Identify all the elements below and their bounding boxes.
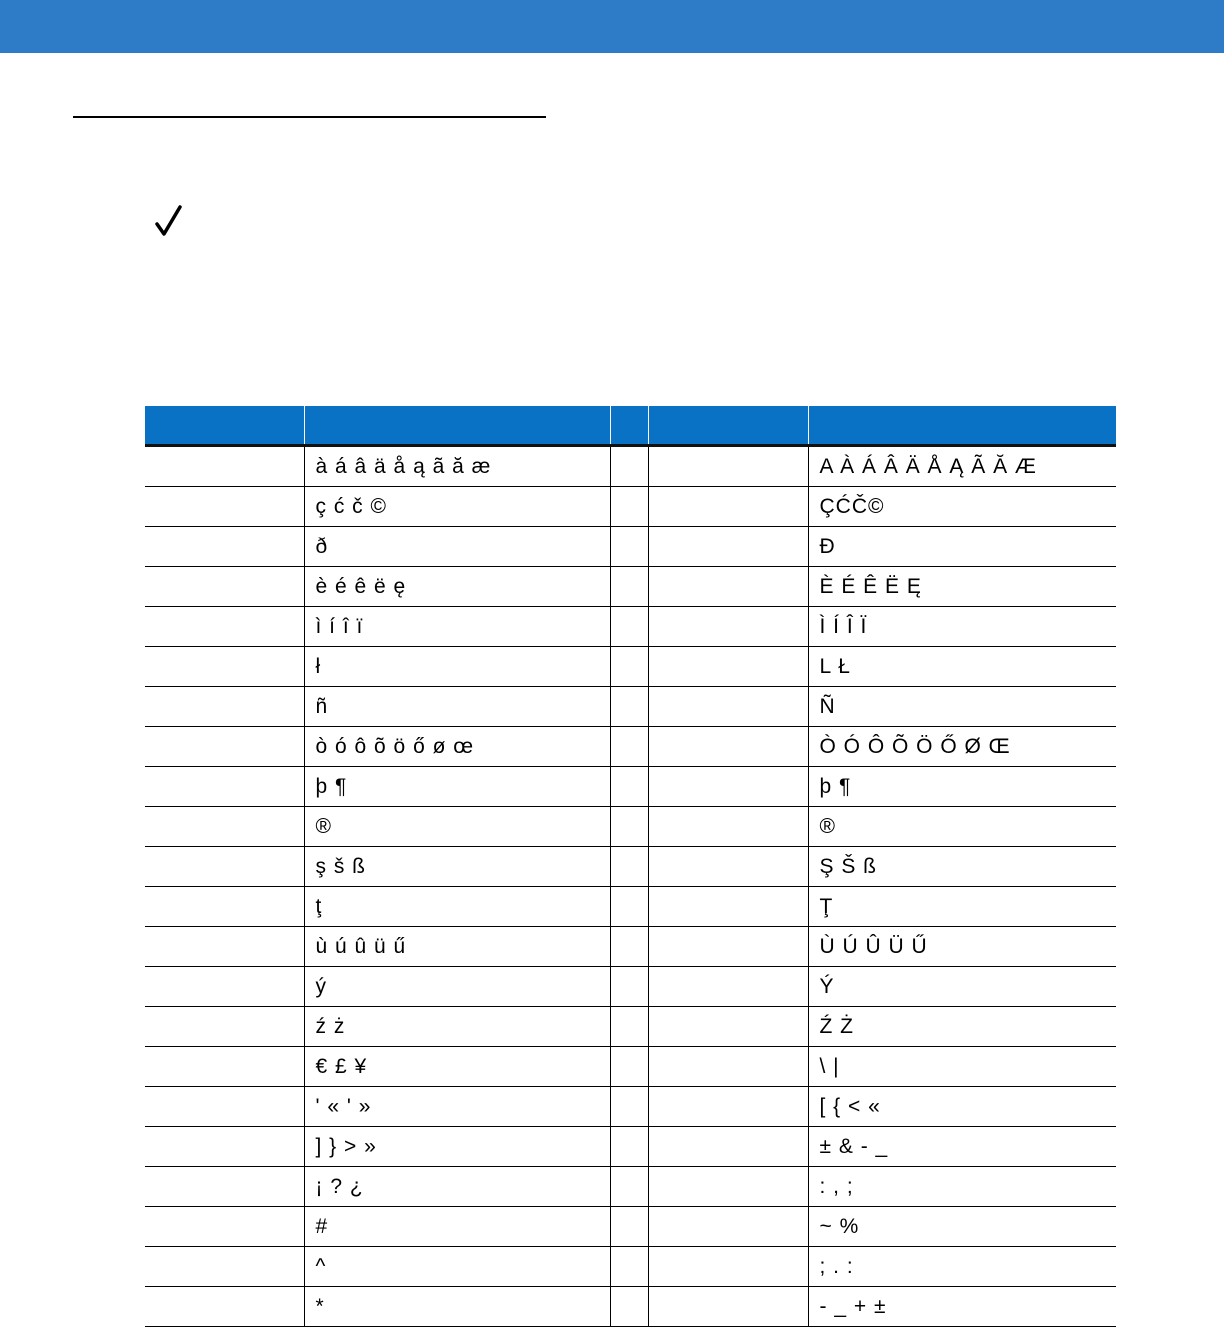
table-header-row xyxy=(145,406,1116,446)
table-row xyxy=(145,887,1116,927)
table-row xyxy=(145,1047,1116,1087)
check-icon xyxy=(152,203,184,239)
cell-col3 xyxy=(610,1167,648,1207)
cell-col4 xyxy=(648,567,808,607)
table-row xyxy=(145,567,1116,607)
cell-col1 xyxy=(145,607,304,647)
cell-col3 xyxy=(610,527,648,567)
cell-col4 xyxy=(648,847,808,887)
table-row xyxy=(145,687,1116,727)
cell-col1 xyxy=(145,567,304,607)
cell-col3 xyxy=(610,1207,648,1247)
cell-upper: : , ; xyxy=(808,1167,1116,1207)
cell-lower: * xyxy=(304,1287,610,1327)
table-row xyxy=(145,647,1116,687)
table-row xyxy=(145,807,1116,847)
cell-lower: € £ ¥ xyxy=(304,1047,610,1087)
cell-col1 xyxy=(145,847,304,887)
character-table xyxy=(145,406,1116,1327)
header-cell-5 xyxy=(808,406,1116,446)
cell-upper: - _ + ± xyxy=(808,1287,1116,1327)
cell-upper: Ñ xyxy=(808,687,1116,727)
cell-col3 xyxy=(610,446,648,487)
table-row xyxy=(145,527,1116,567)
cell-col1 xyxy=(145,1167,304,1207)
cell-upper: Ţ xyxy=(808,887,1116,927)
cell-lower: ţ xyxy=(304,887,610,927)
cell-col3 xyxy=(610,1007,648,1047)
cell-col4 xyxy=(648,807,808,847)
cell-col4 xyxy=(648,767,808,807)
cell-lower: ź ż xyxy=(304,1007,610,1047)
cell-lower: è é ê ë ę xyxy=(304,567,610,607)
cell-upper: ~ % xyxy=(808,1207,1116,1247)
table-row xyxy=(145,1247,1116,1287)
cell-col3 xyxy=(610,1287,648,1327)
header-bar xyxy=(0,0,1224,53)
cell-lower: ] } > » xyxy=(304,1127,610,1167)
cell-lower: ' « ' » xyxy=(304,1087,610,1127)
cell-col4 xyxy=(648,1127,808,1167)
cell-col1 xyxy=(145,527,304,567)
cell-upper: Ý xyxy=(808,967,1116,1007)
cell-col1 xyxy=(145,1047,304,1087)
table-row xyxy=(145,847,1116,887)
cell-col4 xyxy=(648,1207,808,1247)
table-row xyxy=(145,487,1116,527)
cell-col1 xyxy=(145,1247,304,1287)
cell-col4 xyxy=(648,727,808,767)
cell-lower: ® xyxy=(304,807,610,847)
table-row xyxy=(145,1167,1116,1207)
table-row xyxy=(145,1287,1116,1327)
cell-col1 xyxy=(145,1087,304,1127)
cell-upper: \ | xyxy=(808,1047,1116,1087)
cell-upper: Ş Š ß xyxy=(808,847,1116,887)
cell-lower: ð xyxy=(304,527,610,567)
cell-col1 xyxy=(145,446,304,487)
cell-lower: ò ó ô õ ö ő ø œ xyxy=(304,727,610,767)
cell-col3 xyxy=(610,1247,648,1287)
cell-col1 xyxy=(145,1127,304,1167)
cell-col4 xyxy=(648,487,808,527)
cell-lower: ş š ß xyxy=(304,847,610,887)
cell-col4 xyxy=(648,527,808,567)
cell-col3 xyxy=(610,567,648,607)
cell-col1 xyxy=(145,1287,304,1327)
cell-col4 xyxy=(648,927,808,967)
cell-col1 xyxy=(145,887,304,927)
cell-upper: Ì Í Î Ï xyxy=(808,607,1116,647)
cell-col1 xyxy=(145,727,304,767)
cell-col1 xyxy=(145,1007,304,1047)
cell-lower: ý xyxy=(304,967,610,1007)
table-row xyxy=(145,607,1116,647)
cell-col4 xyxy=(648,967,808,1007)
header-cell-1 xyxy=(145,406,304,446)
cell-col4 xyxy=(648,647,808,687)
cell-col4 xyxy=(648,1247,808,1287)
cell-upper: Ź Ż xyxy=(808,1007,1116,1047)
cell-col1 xyxy=(145,487,304,527)
table-row xyxy=(145,1207,1116,1247)
table-row xyxy=(145,446,1116,487)
cell-col3 xyxy=(610,847,648,887)
heading-rule xyxy=(73,116,546,118)
table-row xyxy=(145,1127,1116,1167)
cell-col1 xyxy=(145,1207,304,1247)
table-row xyxy=(145,1087,1116,1127)
cell-lower: ł xyxy=(304,647,610,687)
cell-col3 xyxy=(610,927,648,967)
cell-col1 xyxy=(145,967,304,1007)
cell-upper: Ð xyxy=(808,527,1116,567)
cell-col4 xyxy=(648,446,808,487)
cell-lower: þ ¶ xyxy=(304,767,610,807)
cell-col3 xyxy=(610,727,648,767)
cell-upper: þ ¶ xyxy=(808,767,1116,807)
cell-col3 xyxy=(610,1087,648,1127)
cell-col4 xyxy=(648,1087,808,1127)
cell-upper: ± & - _ xyxy=(808,1127,1116,1167)
cell-col4 xyxy=(648,1287,808,1327)
cell-col4 xyxy=(648,1047,808,1087)
cell-col1 xyxy=(145,767,304,807)
header-cell-4 xyxy=(648,406,808,446)
cell-upper: A À Á Â Ä Å Ą Ã Ă Æ xyxy=(808,446,1116,487)
cell-col4 xyxy=(648,687,808,727)
cell-col1 xyxy=(145,687,304,727)
cell-col3 xyxy=(610,607,648,647)
cell-lower: ^ xyxy=(304,1247,610,1287)
cell-lower: ì í î ï xyxy=(304,607,610,647)
cell-upper: L Ł xyxy=(808,647,1116,687)
cell-col3 xyxy=(610,487,648,527)
cell-col4 xyxy=(648,607,808,647)
table-row xyxy=(145,727,1116,767)
cell-col3 xyxy=(610,807,648,847)
cell-upper: ® xyxy=(808,807,1116,847)
cell-col3 xyxy=(610,967,648,1007)
cell-col4 xyxy=(648,1007,808,1047)
cell-upper: È É Ê Ë Ę xyxy=(808,567,1116,607)
cell-col1 xyxy=(145,807,304,847)
cell-col4 xyxy=(648,1167,808,1207)
cell-col1 xyxy=(145,647,304,687)
table-row xyxy=(145,927,1116,967)
cell-lower: ù ú û ü ű xyxy=(304,927,610,967)
cell-col3 xyxy=(610,767,648,807)
cell-col3 xyxy=(610,1127,648,1167)
cell-upper: [ { < « xyxy=(808,1087,1116,1127)
cell-col3 xyxy=(610,647,648,687)
table-row xyxy=(145,1007,1116,1047)
cell-lower: ñ xyxy=(304,687,610,727)
cell-upper: Ò Ó Ô Õ Ö Ő Ø Œ xyxy=(808,727,1116,767)
cell-upper: Ù Ú Û Ü Ű xyxy=(808,927,1116,967)
cell-col4 xyxy=(648,887,808,927)
cell-col1 xyxy=(145,927,304,967)
header-cell-2 xyxy=(304,406,610,446)
cell-col3 xyxy=(610,1047,648,1087)
cell-lower: ç ć č © xyxy=(304,487,610,527)
cell-col3 xyxy=(610,887,648,927)
table-row xyxy=(145,967,1116,1007)
cell-lower: # xyxy=(304,1207,610,1247)
cell-upper: ÇĆČ© xyxy=(808,487,1116,527)
cell-lower: ¡ ? ¿ xyxy=(304,1167,610,1207)
header-cell-3 xyxy=(610,406,648,446)
cell-col3 xyxy=(610,687,648,727)
table-row xyxy=(145,767,1116,807)
cell-lower: à á â ä å ą ã ă æ xyxy=(304,446,610,487)
cell-upper: ; . : xyxy=(808,1247,1116,1287)
